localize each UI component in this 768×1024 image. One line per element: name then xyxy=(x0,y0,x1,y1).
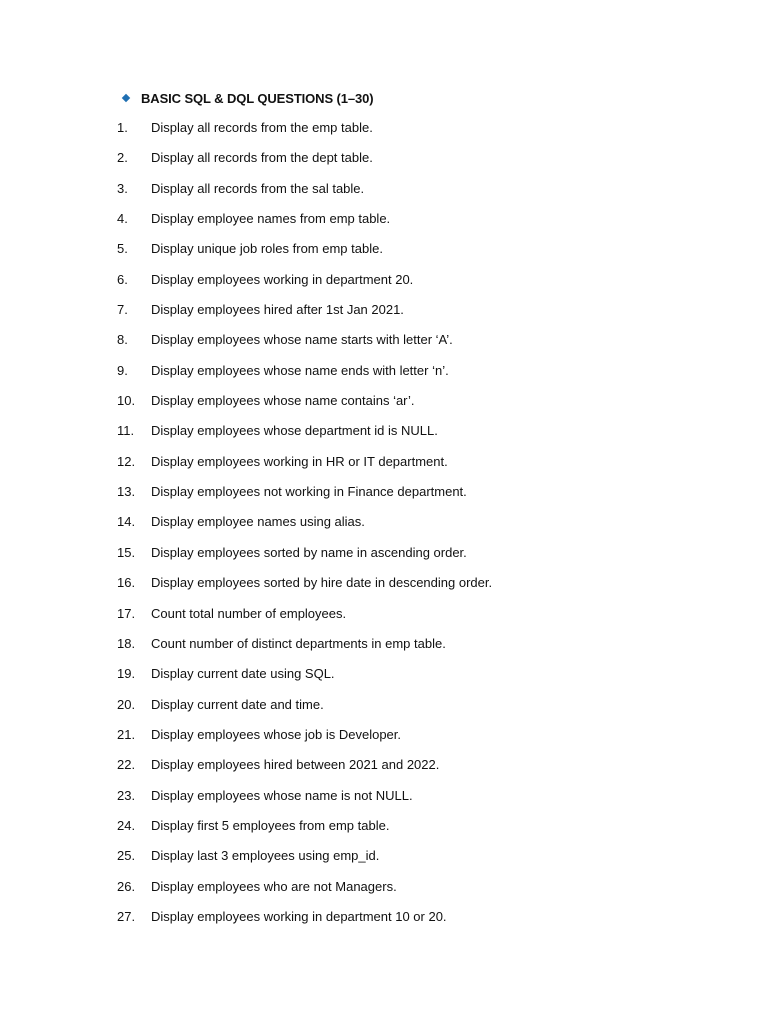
question-number: 14. xyxy=(117,514,136,530)
list-item xyxy=(117,574,492,604)
list-item xyxy=(117,149,492,179)
question-text: Display employees hired between 2021 and 2022. xyxy=(151,757,440,773)
list-item xyxy=(117,331,492,361)
list-item xyxy=(117,635,492,665)
question-text: Display employees working in HR or IT department. xyxy=(151,453,448,469)
list-item xyxy=(117,726,492,756)
question-list xyxy=(117,119,492,938)
list-item xyxy=(117,696,492,726)
question-number: 1. xyxy=(117,120,128,135)
question-number: 23. xyxy=(117,787,136,803)
list-item xyxy=(117,453,492,483)
question-text: Display employee names using alias. xyxy=(151,514,365,530)
question-number: 7. xyxy=(117,302,128,318)
list-item xyxy=(117,847,492,877)
list-item xyxy=(117,483,492,513)
question-text: Display employees whose name ends with letter ‘n’. xyxy=(151,362,449,378)
question-number: 6. xyxy=(117,271,128,287)
question-number: 15. xyxy=(117,544,136,560)
question-number: 8. xyxy=(117,332,128,348)
list-item xyxy=(117,210,492,240)
question-text: Display current date using SQL. xyxy=(151,666,335,682)
question-text: Display all records from the dept table. xyxy=(151,150,373,166)
list-item xyxy=(117,908,492,938)
question-number: 26. xyxy=(117,878,136,894)
list-item xyxy=(117,878,492,908)
question-number: 25. xyxy=(117,848,136,864)
question-number: 2. xyxy=(117,150,128,166)
question-text: Display unique job roles from emp table. xyxy=(151,241,383,257)
question-text: Count number of distinct departments in emp table. xyxy=(151,635,446,651)
question-text: Display employees not working in Finance department. xyxy=(151,484,467,500)
list-item xyxy=(117,392,492,422)
list-item xyxy=(117,787,492,817)
question-number: 4. xyxy=(117,211,128,227)
question-text: Display employees whose name is not NULL. xyxy=(151,787,413,803)
list-item xyxy=(117,362,492,392)
question-text: Display employee names from emp table. xyxy=(151,211,391,227)
list-item xyxy=(117,817,492,847)
question-number: 22. xyxy=(117,757,136,773)
list-item xyxy=(117,240,492,270)
question-text: Count total number of employees. xyxy=(151,605,347,621)
question-number: 19. xyxy=(117,666,136,682)
question-text: Display all records from the sal table. xyxy=(151,180,365,196)
question-number: 5. xyxy=(117,241,128,257)
question-text: Display employees working in department 10 or 20. xyxy=(151,908,447,924)
question-text: Display employees sorted by name in ascending order. xyxy=(151,544,467,560)
question-number: 18. xyxy=(117,635,136,651)
question-text: Display current date and time. xyxy=(151,696,324,712)
question-number: 13. xyxy=(117,484,136,500)
question-number: 9. xyxy=(117,362,128,378)
question-text: Display employees whose department id is NULL. xyxy=(151,423,438,439)
question-number: 12. xyxy=(117,453,136,469)
question-number: 24. xyxy=(117,817,136,833)
question-number: 27. xyxy=(117,908,136,924)
list-item xyxy=(117,271,492,301)
list-item xyxy=(117,756,492,786)
question-text: Display last 3 employees using emp_id. xyxy=(151,848,380,864)
list-item xyxy=(117,605,492,635)
question-text: Display employees whose name starts with letter ‘A’. xyxy=(151,332,453,348)
question-text: Display employees whose job is Developer. xyxy=(151,726,402,742)
question-text: Display employees sorted by hire date in descending order. xyxy=(151,575,493,591)
list-item xyxy=(117,301,492,331)
question-number: 11. xyxy=(117,423,135,439)
question-number: 10. xyxy=(117,393,136,409)
list-item xyxy=(117,180,492,210)
question-number: 3. xyxy=(117,180,128,196)
question-number: 17. xyxy=(117,605,136,621)
question-number: 20. xyxy=(117,696,136,712)
list-item xyxy=(117,513,492,543)
question-text: Display employees working in department 20. xyxy=(151,271,414,287)
diamond-bullet-icon xyxy=(122,94,130,102)
section-heading-row xyxy=(122,89,374,107)
list-item xyxy=(117,119,492,149)
question-text: Display employees whose name contains ‘ar’. xyxy=(151,393,415,409)
section-heading: BASIC SQL & DQL QUESTIONS (1–30) xyxy=(141,90,374,106)
question-text: Display all records from the emp table. xyxy=(151,120,373,135)
question-number: 21. xyxy=(117,726,136,742)
list-item xyxy=(117,665,492,695)
question-text: Display employees who are not Managers. xyxy=(151,878,397,894)
question-text: Display employees hired after 1st Jan 2021. xyxy=(151,302,404,318)
question-number: 16. xyxy=(117,575,136,591)
list-item xyxy=(117,544,492,574)
list-item xyxy=(117,422,492,452)
question-text: Display first 5 employees from emp table. xyxy=(151,817,390,833)
